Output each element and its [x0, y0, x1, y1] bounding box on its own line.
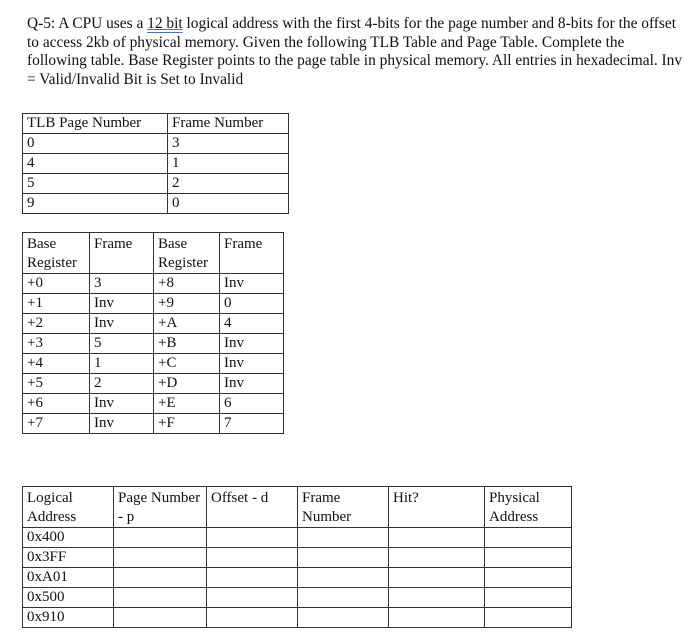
pt-frame-cell: 3	[90, 274, 154, 294]
pt-offset-cell: +0	[23, 274, 90, 294]
ws-offset-cell[interactable]	[207, 608, 298, 628]
ws-header-logical-address: Logical Address	[23, 487, 114, 528]
table-row	[23, 294, 284, 314]
pt-offset-cell: +1	[23, 294, 90, 314]
table-row	[23, 314, 284, 334]
page-table	[22, 232, 284, 434]
question-underlined-term: 12 bit	[147, 15, 183, 32]
table-row	[23, 414, 284, 434]
ws-logical-address-cell: 0x3FF	[23, 548, 114, 568]
ws-frame-number-cell[interactable]	[298, 548, 389, 568]
pt-frame-cell: Inv	[220, 334, 284, 354]
question-text-end: logical address with the first 4-bits for the page number and 8-bits for the offset to access 2kb of physical memory. Given the following TLB Table and Page Table. Complete the following table. Base Register points to the page table in physical memory. All entries in hexadecimal. Inv = Valid/Invalid Bit is Set to Invalid	[27, 15, 683, 88]
pt-frame-cell: 7	[220, 414, 284, 434]
table-row	[23, 154, 289, 174]
ws-page-number-cell[interactable]	[114, 548, 207, 568]
pt-frame-cell: Inv	[90, 314, 154, 334]
ws-physical-address-cell[interactable]	[485, 568, 572, 588]
tlb-page-cell: 9	[23, 194, 168, 214]
ws-offset-cell[interactable]	[207, 528, 298, 548]
pt-frame-cell: Inv	[90, 294, 154, 314]
tlb-page-cell: 4	[23, 154, 168, 174]
table-row	[23, 174, 289, 194]
tlb-frame-cell: 1	[168, 154, 289, 174]
worksheet-header-row	[23, 487, 572, 528]
question-text	[27, 15, 687, 89]
tlb-header-page: TLB Page Number	[23, 114, 168, 134]
ws-hit-cell[interactable]	[389, 608, 485, 628]
tlb-header-row	[23, 114, 289, 134]
ws-hit-cell[interactable]	[389, 548, 485, 568]
tlb-frame-cell: 2	[168, 174, 289, 194]
table-row	[23, 528, 572, 548]
pt-offset-cell: +9	[154, 294, 220, 314]
tlb-table	[22, 113, 289, 214]
pt-offset-cell: +6	[23, 394, 90, 414]
ws-page-number-cell[interactable]	[114, 608, 207, 628]
pt-frame-cell: Inv	[90, 394, 154, 414]
ws-hit-cell[interactable]	[389, 588, 485, 608]
pt-offset-cell: +D	[154, 374, 220, 394]
tlb-frame-cell: 3	[168, 134, 289, 154]
table-row	[23, 548, 572, 568]
translation-worksheet-table	[22, 486, 572, 628]
pt-frame-cell: 5	[90, 334, 154, 354]
pt-frame-cell: 1	[90, 354, 154, 374]
table-row	[23, 568, 572, 588]
ws-physical-address-cell[interactable]	[485, 608, 572, 628]
ws-header-offset: Offset - d	[207, 487, 298, 528]
table-row	[23, 134, 289, 154]
pt-frame-cell: 6	[220, 394, 284, 414]
tlb-frame-cell: 0	[168, 194, 289, 214]
pt-offset-cell: +5	[23, 374, 90, 394]
table-row	[23, 608, 572, 628]
pt-header-base-2: Base Register	[154, 233, 220, 274]
table-row	[23, 394, 284, 414]
pt-offset-cell: +B	[154, 334, 220, 354]
pt-frame-cell: Inv	[220, 354, 284, 374]
pt-offset-cell: +C	[154, 354, 220, 374]
pt-offset-cell: +E	[154, 394, 220, 414]
ws-offset-cell[interactable]	[207, 588, 298, 608]
ws-frame-number-cell[interactable]	[298, 608, 389, 628]
pt-header-base-1: Base Register	[23, 233, 90, 274]
ws-frame-number-cell[interactable]	[298, 588, 389, 608]
table-row	[23, 354, 284, 374]
pt-frame-cell: 4	[220, 314, 284, 334]
pt-frame-cell: Inv	[220, 374, 284, 394]
table-row	[23, 588, 572, 608]
page-table-header-row	[23, 233, 284, 274]
ws-logical-address-cell: 0x500	[23, 588, 114, 608]
ws-header-physical-address: Physical Address	[485, 487, 572, 528]
ws-logical-address-cell: 0x910	[23, 608, 114, 628]
ws-page-number-cell[interactable]	[114, 568, 207, 588]
tlb-header-frame: Frame Number	[168, 114, 289, 134]
ws-header-page-number: Page Number - p	[114, 487, 207, 528]
tlb-page-cell: 5	[23, 174, 168, 194]
ws-frame-number-cell[interactable]	[298, 528, 389, 548]
ws-physical-address-cell[interactable]	[485, 528, 572, 548]
pt-frame-cell: Inv	[90, 414, 154, 434]
ws-header-frame-number: Frame Number	[298, 487, 389, 528]
pt-header-frame-1: Frame	[90, 233, 154, 274]
table-row	[23, 374, 284, 394]
ws-offset-cell[interactable]	[207, 548, 298, 568]
pt-header-frame-2: Frame	[220, 233, 284, 274]
pt-offset-cell: +8	[154, 274, 220, 294]
ws-page-number-cell[interactable]	[114, 528, 207, 548]
table-row	[23, 194, 289, 214]
ws-logical-address-cell: 0x400	[23, 528, 114, 548]
pt-frame-cell: 2	[90, 374, 154, 394]
pt-offset-cell: +A	[154, 314, 220, 334]
table-row	[23, 334, 284, 354]
ws-frame-number-cell[interactable]	[298, 568, 389, 588]
pt-offset-cell: +3	[23, 334, 90, 354]
question-text-start: Q-5: A CPU uses a	[27, 15, 148, 32]
ws-offset-cell[interactable]	[207, 568, 298, 588]
pt-offset-cell: +F	[154, 414, 220, 434]
ws-hit-cell[interactable]	[389, 568, 485, 588]
ws-logical-address-cell: 0xA01	[23, 568, 114, 588]
pt-offset-cell: +4	[23, 354, 90, 374]
pt-frame-cell: 0	[220, 294, 284, 314]
pt-frame-cell: Inv	[220, 274, 284, 294]
ws-hit-cell[interactable]	[389, 528, 485, 548]
ws-physical-address-cell[interactable]	[485, 588, 572, 608]
ws-header-hit: Hit?	[389, 487, 485, 528]
tlb-page-cell: 0	[23, 134, 168, 154]
ws-page-number-cell[interactable]	[114, 588, 207, 608]
table-row	[23, 274, 284, 294]
pt-offset-cell: +2	[23, 314, 90, 334]
ws-physical-address-cell[interactable]	[485, 548, 572, 568]
pt-offset-cell: +7	[23, 414, 90, 434]
